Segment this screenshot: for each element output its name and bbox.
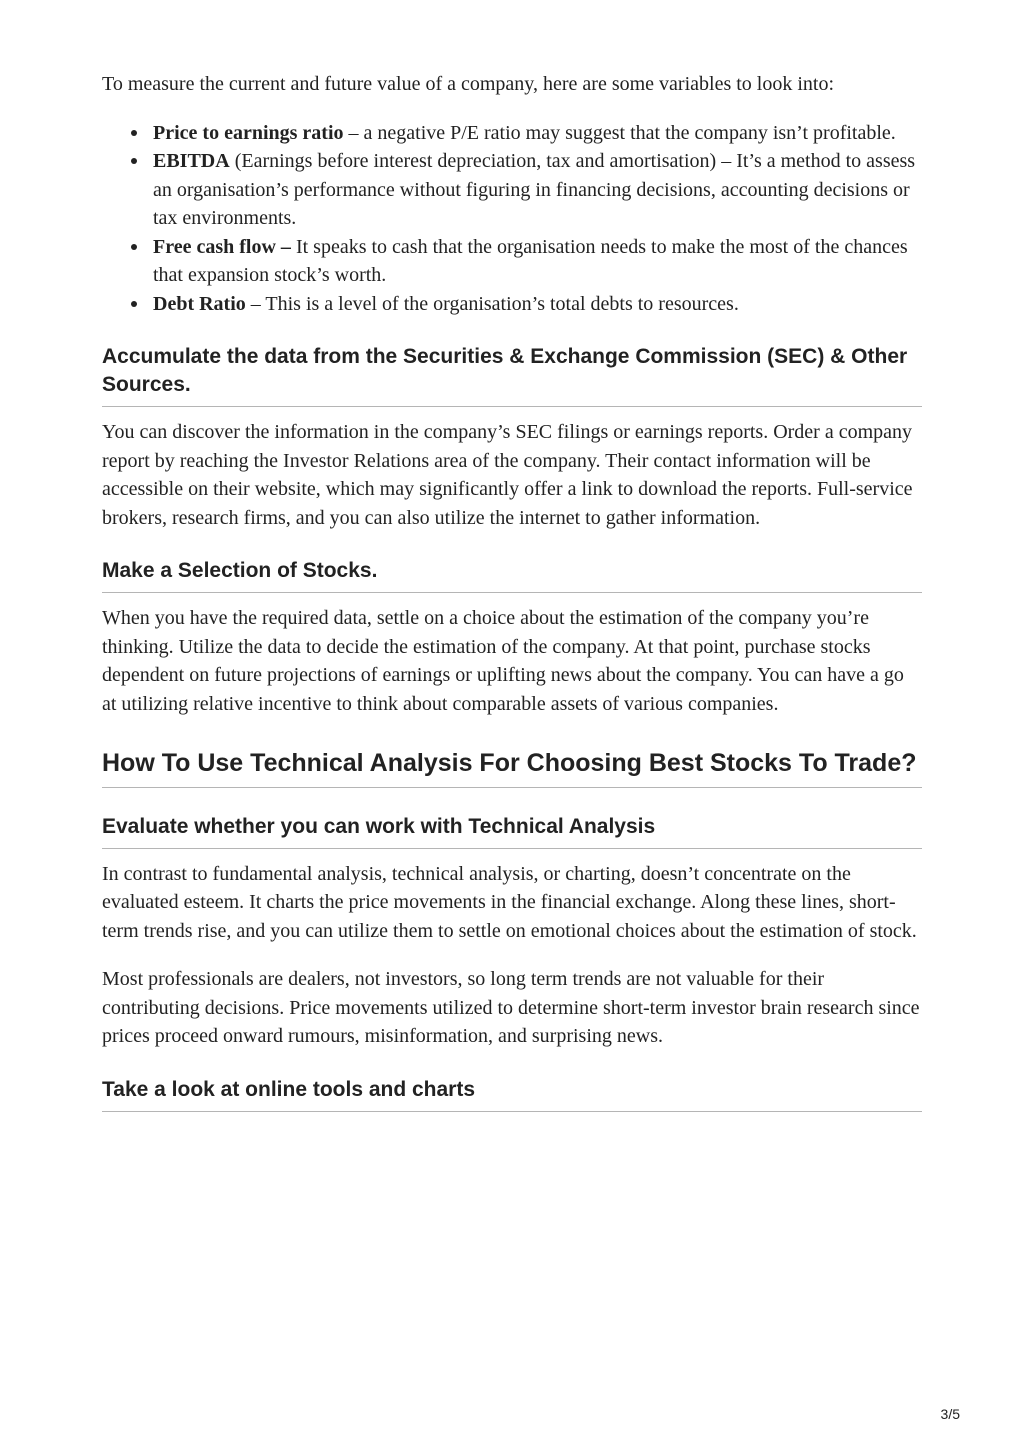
list-item-text: – a negative P/E ratio may suggest that the company isn’t profitable. [343, 121, 896, 144]
page-number: 3/5 [940, 1406, 960, 1422]
selection-heading: Make a Selection of Stocks. [102, 557, 922, 593]
list-item-text: – This is a level of the organisation’s total debts to resources. [245, 292, 739, 315]
technical-analysis-heading: How To Use Technical Analysis For Choosing Best Stocks To Trade? [102, 748, 922, 788]
list-item [102, 290, 922, 319]
list-item-term: Free cash flow – [153, 235, 291, 258]
list-item-term: Price to earnings ratio [153, 121, 344, 144]
selection-paragraph: When you have the required data, settle on a choice about the estimation of the company you’re thinking. Utilize the data to decide the estimation of the company. At that point, purchase stocks dependent on future projections of earnings or uplifting news about the company. You can have a go at utilizing relative incentive to think about comparable assets of various companies. [102, 607, 904, 715]
list-item-term: Debt Ratio [153, 292, 246, 315]
article-content [102, 70, 922, 1112]
technical-paragraph-1: In contrast to fundamental analysis, technical analysis, or charting, doesn’t concentrate on the evaluated esteem. It charts the price movements in the financial exchange. Along these lines, short-term trends rise, and you can utilize them to settle on emotional choices about the estimation of stock. [102, 862, 917, 942]
intro-paragraph: To measure the current and future value of a company, here are some variables to look into: [102, 73, 835, 95]
list-item [102, 233, 922, 290]
sec-paragraph: You can discover the information in the company’s SEC filings or earnings reports. Order a company report by reaching the Investor Relations area of the company. Their contact information will be accessible on their website, which may significantly offer a link to download the reports. Full-service brokers, research firms, and you can also utilize the internet to gather information. [102, 421, 913, 529]
list-item [102, 119, 922, 148]
sec-heading: Accumulate the data from the Securities & Exchange Commission (SEC) & Other Sources. [102, 343, 922, 407]
list-item [102, 147, 922, 233]
evaluate-heading: Evaluate whether you can work with Technical Analysis [102, 813, 922, 849]
tools-heading: Take a look at online tools and charts [102, 1076, 922, 1112]
list-item-text: It speaks to cash that the organisation needs to make the most of the chances that expansion stock’s worth. [153, 235, 908, 286]
list-item-text: (Earnings before interest depreciation, tax and amortisation) – It’s a method to assess an organisation’s performance without figuring in financing decisions, accounting decisions or tax environments. [153, 150, 916, 229]
list-item-term: EBITDA [153, 150, 230, 172]
variables-list [102, 119, 922, 319]
technical-paragraph-2: Most professionals are dealers, not investors, so long term trends are not valuable for their contributing decisions. Price movements utilized to determine short-term investor brain research since prices proceed onward rumours, misinformation, and surprising news. [102, 968, 920, 1047]
